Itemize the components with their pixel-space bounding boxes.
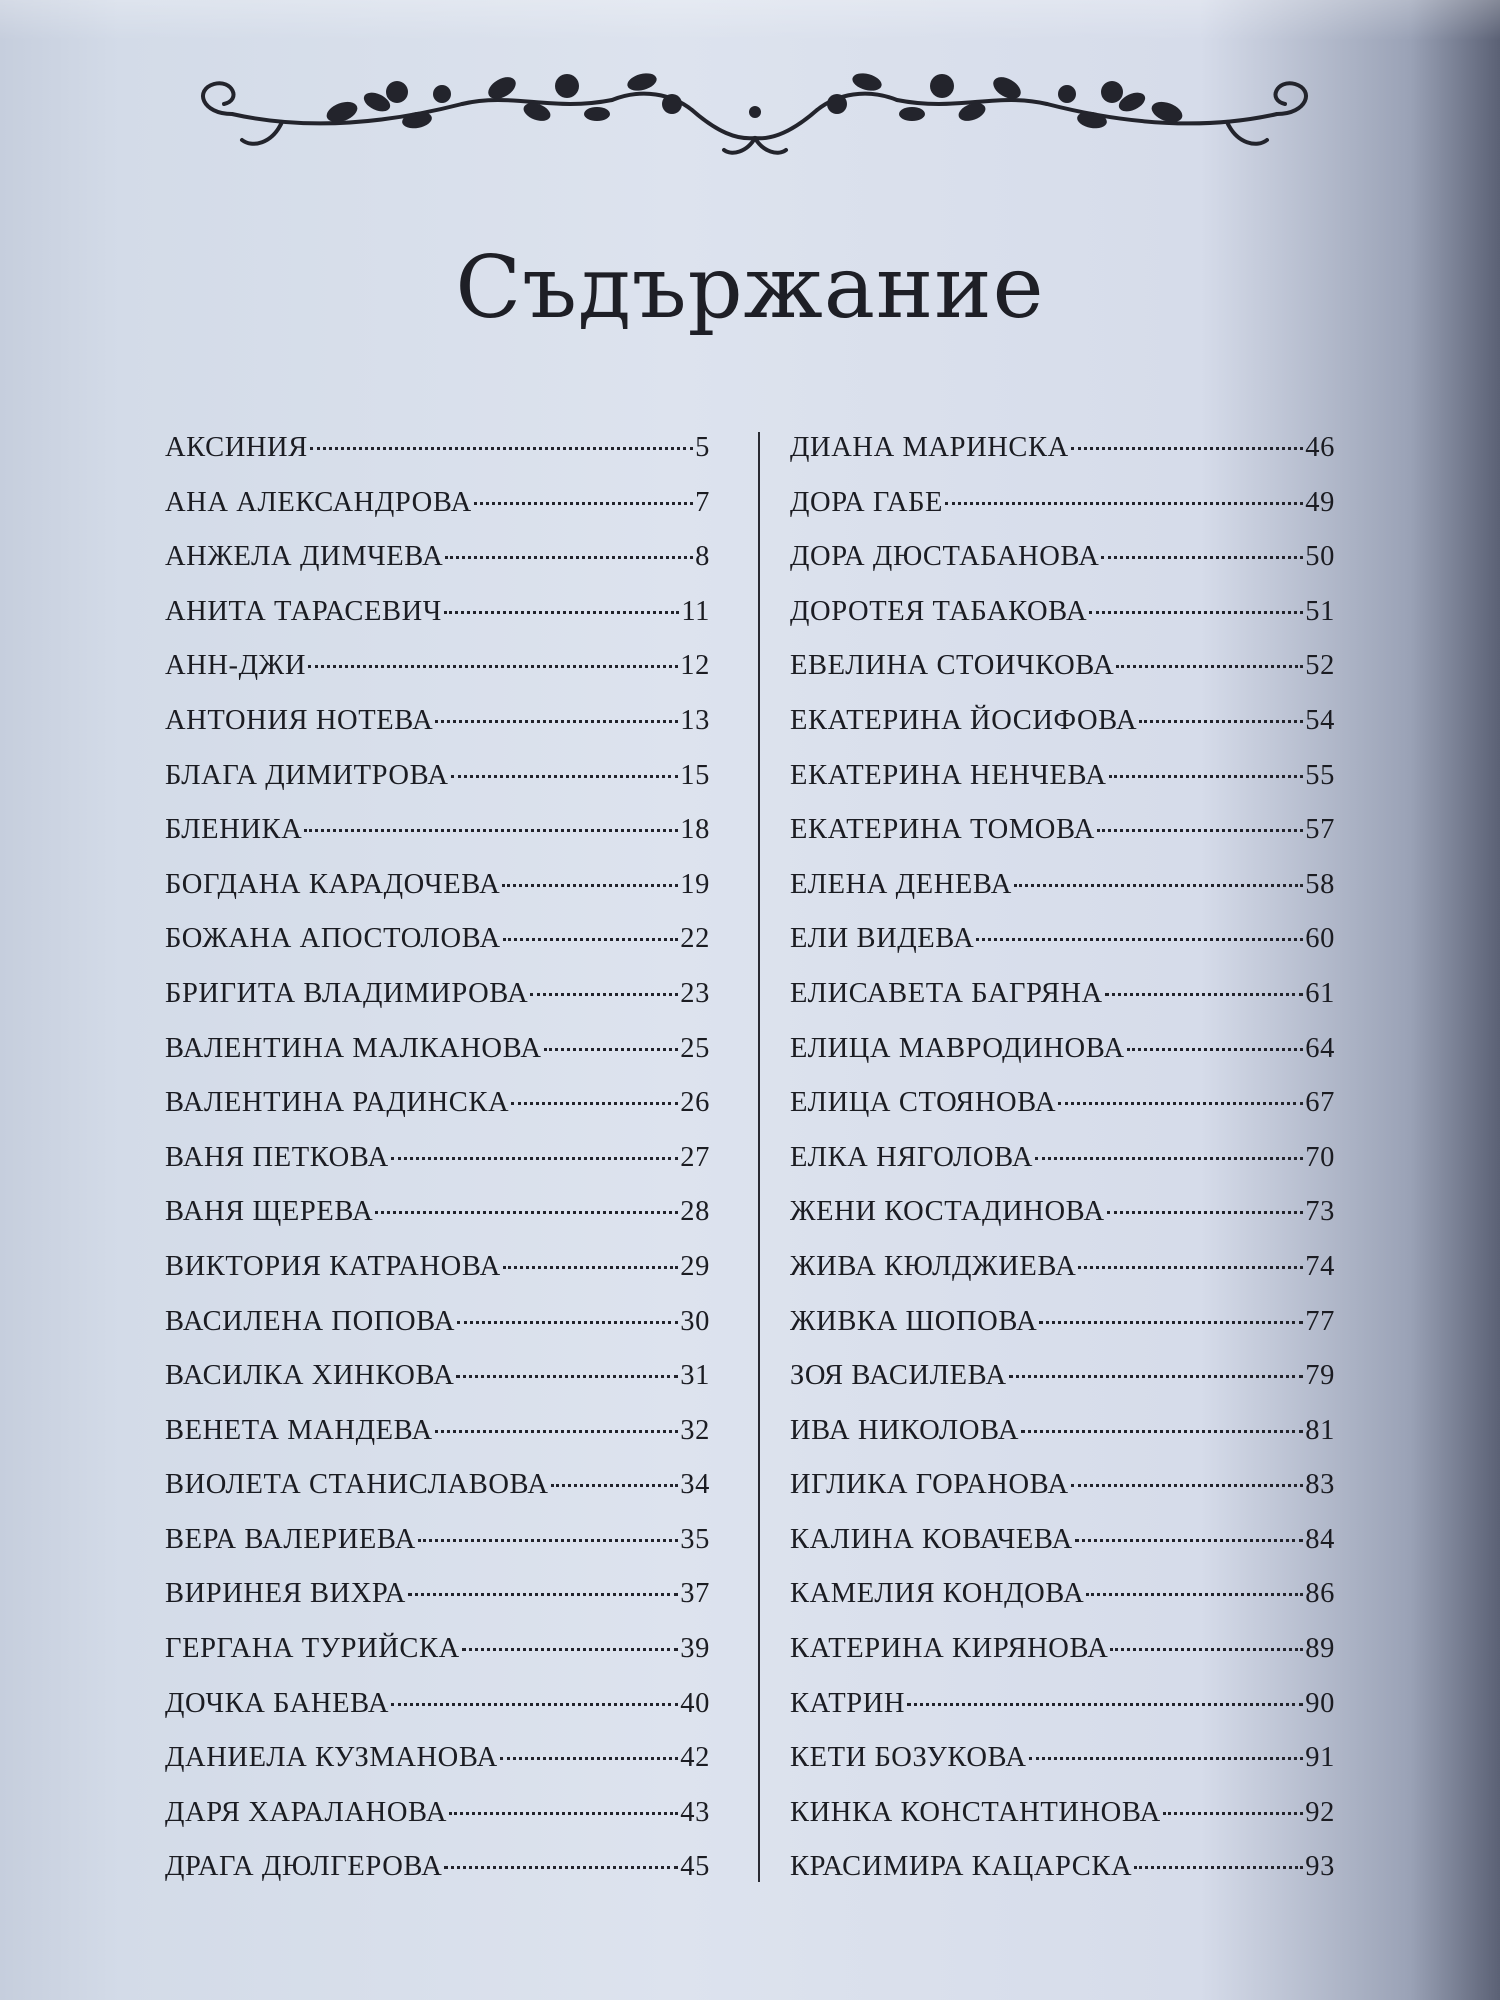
dot-leader xyxy=(500,1757,678,1760)
toc-entry-name: ДОРА ДЮСТАБАНОВА xyxy=(790,541,1100,573)
floral-vine-ornament xyxy=(172,52,1337,162)
toc-entry-name: ЗОЯ ВАСИЛЕВА xyxy=(790,1360,1007,1392)
toc-entry-name: ВИОЛЕТА СТАНИСЛАВОВА xyxy=(165,1469,549,1501)
dot-leader xyxy=(474,502,693,505)
toc-entry xyxy=(790,814,1335,869)
toc-entry-page-number: 86 xyxy=(1305,1578,1335,1610)
toc-entry-page-number: 39 xyxy=(680,1633,710,1665)
dot-leader xyxy=(1139,720,1303,723)
toc-entry xyxy=(165,432,710,487)
toc-entry-name: ВИРИНЕЯ ВИХРА xyxy=(165,1578,406,1610)
toc-entry-name: ДОРОТЕЯ ТАБАКОВА xyxy=(790,595,1088,627)
toc-entry-name: БОГДАНА КАРАДОЧЕВА xyxy=(165,868,501,900)
toc-entry-name: ВАЛЕНТИНА МАЛКАНОВА xyxy=(165,1032,542,1064)
toc-entry-page-number: 45 xyxy=(680,1851,710,1883)
toc-entry xyxy=(790,1415,1335,1470)
toc-entry xyxy=(790,705,1335,760)
toc-entry-name: ЕЛИ ВИДЕВА xyxy=(790,923,975,955)
toc-entry-name: ЕЛЕНА ДЕНЕВА xyxy=(790,868,1012,900)
dot-leader xyxy=(444,1866,678,1869)
toc-entry xyxy=(790,596,1335,651)
toc-entry-page-number: 64 xyxy=(1305,1032,1335,1064)
dot-leader xyxy=(1039,1321,1303,1324)
toc-entry xyxy=(165,1196,710,1251)
dot-leader xyxy=(308,665,678,668)
toc-entry-name: ЕВЕЛИНА СТОИЧКОВА xyxy=(790,650,1115,682)
dot-leader xyxy=(1105,993,1304,996)
toc-entry xyxy=(790,1469,1335,1524)
dot-leader xyxy=(1058,1102,1303,1105)
toc-entry-page-number: 54 xyxy=(1305,704,1335,736)
toc-entry-page-number: 89 xyxy=(1305,1633,1335,1665)
toc-entry-name: ДАРЯ ХАРАЛАНОВА xyxy=(165,1796,448,1828)
toc-right-column xyxy=(790,432,1335,1906)
toc-entry xyxy=(790,923,1335,978)
toc-entry xyxy=(790,760,1335,815)
toc-entry-name: ИВА НИКОЛОВА xyxy=(790,1414,1020,1446)
toc-entry xyxy=(165,1688,710,1743)
dot-leader xyxy=(1163,1812,1303,1815)
toc-entry-page-number: 35 xyxy=(680,1523,710,1555)
dot-leader xyxy=(503,1266,678,1269)
toc-entry-name: ЖИВА КЮЛДЖИЕВА xyxy=(790,1250,1077,1282)
toc-entry xyxy=(790,1196,1335,1251)
toc-entry xyxy=(165,1742,710,1797)
toc-entry-name: АНЖЕЛА ДИМЧЕВА xyxy=(165,541,444,573)
toc-entry-page-number: 40 xyxy=(680,1687,710,1719)
toc-entry-page-number: 50 xyxy=(1305,541,1335,573)
dot-leader xyxy=(310,447,693,450)
dot-leader xyxy=(1078,1266,1303,1269)
dot-leader xyxy=(1127,1048,1304,1051)
toc-entry-name: КЕТИ БОЗУКОВА xyxy=(790,1742,1027,1774)
toc-entry-name: ИГЛИКА ГОРАНОВА xyxy=(790,1469,1069,1501)
toc-entry xyxy=(165,978,710,1033)
toc-entry-page-number: 32 xyxy=(680,1414,710,1446)
toc-entry-name: КАЛИНА КОВАЧЕВА xyxy=(790,1523,1073,1555)
toc-entry xyxy=(790,1851,1335,1906)
toc-entry-page-number: 55 xyxy=(1305,759,1335,791)
toc-entry-name: КАТЕРИНА КИРЯНОВА xyxy=(790,1633,1109,1665)
dot-leader xyxy=(444,611,679,614)
dot-leader xyxy=(530,993,678,996)
toc-entry-name: ВЕРА ВАЛЕРИЕВА xyxy=(165,1523,416,1555)
toc-entry-page-number: 23 xyxy=(680,977,710,1009)
toc-entry xyxy=(165,1087,710,1142)
toc-entry xyxy=(165,1633,710,1688)
toc-entry-name: ЕКАТЕРИНА ЙОСИФОВА xyxy=(790,704,1138,736)
toc-entry xyxy=(165,869,710,924)
dot-leader xyxy=(462,1648,679,1651)
toc-entry-page-number: 19 xyxy=(680,868,710,900)
dot-leader xyxy=(375,1211,678,1214)
toc-entry-name: КАМЕЛИЯ КОНДОВА xyxy=(790,1578,1085,1610)
toc-entry xyxy=(790,1524,1335,1579)
dot-leader xyxy=(1097,829,1303,832)
dot-leader xyxy=(945,502,1303,505)
toc-entry xyxy=(165,541,710,596)
toc-entry xyxy=(790,1142,1335,1197)
toc-entry-name: ВИКТОРИЯ КАТРАНОВА xyxy=(165,1250,501,1282)
toc-entry-name: ЕЛИЦА МАВРОДИНОВА xyxy=(790,1032,1125,1064)
dot-leader xyxy=(435,720,678,723)
page-title: Съдържание xyxy=(455,238,1045,338)
toc-entry-name: КРАСИМИРА КАЦАРСКА xyxy=(790,1851,1133,1883)
toc-entry xyxy=(790,650,1335,705)
toc-entry xyxy=(165,1033,710,1088)
dot-leader xyxy=(445,556,693,559)
toc-entry xyxy=(165,1797,710,1852)
toc-entry xyxy=(165,1360,710,1415)
dot-leader xyxy=(1029,1757,1304,1760)
toc-entry-page-number: 74 xyxy=(1305,1250,1335,1282)
toc-entry-name: АНТОНИЯ НОТЕВА xyxy=(165,704,434,736)
toc-entry-page-number: 13 xyxy=(680,704,710,736)
toc-entry-page-number: 37 xyxy=(680,1578,710,1610)
toc-entry-page-number: 81 xyxy=(1305,1414,1335,1446)
toc-entry-page-number: 42 xyxy=(680,1742,710,1774)
toc-entry-page-number: 29 xyxy=(680,1250,710,1282)
toc-entry xyxy=(165,1469,710,1524)
toc-entry-page-number: 46 xyxy=(1305,432,1335,463)
toc-entry xyxy=(165,650,710,705)
toc-entry-name: БЛЕНИКА xyxy=(165,814,303,846)
toc-entry-page-number: 70 xyxy=(1305,1141,1335,1173)
page-top-highlight xyxy=(0,0,1500,40)
toc-entry-page-number: 27 xyxy=(680,1141,710,1173)
toc-entry-name: БЛАГА ДИМИТРОВА xyxy=(165,759,449,791)
toc-entry xyxy=(790,1688,1335,1743)
toc-entry-page-number: 8 xyxy=(695,541,710,573)
toc-entry-page-number: 28 xyxy=(680,1196,710,1228)
toc-entry-page-number: 77 xyxy=(1305,1305,1335,1337)
toc-entry xyxy=(165,1306,710,1361)
toc-entry-page-number: 84 xyxy=(1305,1523,1335,1555)
toc-entry xyxy=(165,1142,710,1197)
dot-leader xyxy=(451,775,679,778)
dot-leader xyxy=(1086,1593,1303,1596)
toc-entry-page-number: 52 xyxy=(1305,650,1335,682)
toc-entry-page-number: 15 xyxy=(680,759,710,791)
toc-entry-page-number: 57 xyxy=(1305,814,1335,846)
toc-entry-page-number: 12 xyxy=(680,650,710,682)
toc-entry xyxy=(790,1360,1335,1415)
dot-leader xyxy=(1107,1211,1304,1214)
dot-leader xyxy=(418,1539,678,1542)
toc-entry xyxy=(790,1306,1335,1361)
dot-leader xyxy=(449,1812,678,1815)
toc-entry xyxy=(165,814,710,869)
toc-entry-page-number: 11 xyxy=(681,595,710,627)
toc-entry-page-number: 73 xyxy=(1305,1196,1335,1228)
dot-leader xyxy=(1110,1648,1303,1651)
toc-entry xyxy=(790,1087,1335,1142)
toc-entry-name: КИНКА КОНСТАНТИНОВА xyxy=(790,1796,1161,1828)
toc-entry xyxy=(165,923,710,978)
toc-entry-name: АНИТА ТАРАСЕВИЧ xyxy=(165,595,442,627)
toc-entry-page-number: 5 xyxy=(695,432,710,463)
toc-entry xyxy=(165,1851,710,1906)
dot-leader xyxy=(1116,665,1303,668)
dot-leader xyxy=(1071,1484,1304,1487)
toc-entry xyxy=(790,487,1335,542)
toc-entry-page-number: 90 xyxy=(1305,1687,1335,1719)
toc-entry-name: АНА АЛЕКСАНДРОВА xyxy=(165,486,472,518)
dot-leader xyxy=(503,938,679,941)
dot-leader xyxy=(976,938,1303,941)
dot-leader xyxy=(304,829,678,832)
dot-leader xyxy=(1035,1157,1303,1160)
dot-leader xyxy=(1101,556,1303,559)
toc-entry xyxy=(790,978,1335,1033)
toc-entry-name: ВАНЯ ПЕТКОВА xyxy=(165,1141,389,1173)
toc-entry-name: БОЖАНА АПОСТОЛОВА xyxy=(165,923,501,955)
toc-entry-page-number: 49 xyxy=(1305,486,1335,518)
dot-leader xyxy=(435,1430,679,1433)
toc-entry-page-number: 30 xyxy=(680,1305,710,1337)
toc-entry xyxy=(790,541,1335,596)
toc-entry-name: ЕКАТЕРИНА ТОМОВА xyxy=(790,814,1095,846)
toc-entry-page-number: 60 xyxy=(1305,923,1335,955)
toc-entry-name: ВАНЯ ЩЕРЕВА xyxy=(165,1196,374,1228)
toc-entry xyxy=(165,760,710,815)
toc-entry-page-number: 67 xyxy=(1305,1087,1335,1119)
toc-entry-name: ЕЛКА НЯГОЛОВА xyxy=(790,1141,1034,1173)
dot-leader xyxy=(456,1375,678,1378)
dot-leader xyxy=(1071,447,1303,450)
toc-entry xyxy=(790,1633,1335,1688)
toc-entry-name: БРИГИТА ВЛАДИМИРОВА xyxy=(165,977,529,1009)
toc-entry-page-number: 22 xyxy=(680,923,710,955)
toc-entry xyxy=(165,596,710,651)
toc-entry-page-number: 34 xyxy=(680,1469,710,1501)
toc-entry-name: ДОРА ГАБЕ xyxy=(790,486,944,518)
toc-entry xyxy=(790,1742,1335,1797)
toc-entry xyxy=(165,1578,710,1633)
toc-entry-page-number: 79 xyxy=(1305,1360,1335,1392)
toc-entry-page-number: 31 xyxy=(680,1360,710,1392)
dot-leader xyxy=(391,1157,679,1160)
toc-entry-page-number: 61 xyxy=(1305,977,1335,1009)
toc-entry xyxy=(165,487,710,542)
dot-leader xyxy=(457,1321,678,1324)
toc-entry-page-number: 26 xyxy=(680,1087,710,1119)
toc-entry-name: АКСИНИЯ xyxy=(165,432,308,463)
toc-entry-page-number: 58 xyxy=(1305,868,1335,900)
toc-entry-page-number: 43 xyxy=(680,1796,710,1828)
toc-entry-page-number: 7 xyxy=(695,486,710,518)
toc-entry-name: ВАЛЕНТИНА РАДИНСКА xyxy=(165,1087,510,1119)
dot-leader xyxy=(1009,1375,1304,1378)
dot-leader xyxy=(907,1703,1303,1706)
toc-entry xyxy=(165,1524,710,1579)
toc-entry xyxy=(790,1033,1335,1088)
dot-leader xyxy=(1075,1539,1303,1542)
toc-entry xyxy=(790,869,1335,924)
toc-entry-name: ВАСИЛКА ХИНКОВА xyxy=(165,1360,455,1392)
toc-entry-page-number: 18 xyxy=(680,814,710,846)
toc-left-column xyxy=(165,432,710,1906)
toc-entry-name: ЖЕНИ КОСТАДИНОВА xyxy=(790,1196,1105,1228)
toc-entry-name: КАТРИН xyxy=(790,1687,906,1719)
toc-entry xyxy=(165,1415,710,1470)
dot-leader xyxy=(1014,884,1303,887)
toc-entry-name: ДОЧКА БАНЕВА xyxy=(165,1687,390,1719)
toc-entry-page-number: 91 xyxy=(1305,1742,1335,1774)
toc-entry-page-number: 51 xyxy=(1305,595,1335,627)
toc-entry-page-number: 83 xyxy=(1305,1469,1335,1501)
dot-leader xyxy=(1089,611,1303,614)
toc-entry-name: ЕЛИСАВЕТА БАГРЯНА xyxy=(790,977,1103,1009)
toc-entry-name: ЕЛИЦА СТОЯНОВА xyxy=(790,1087,1057,1119)
dot-leader xyxy=(408,1593,678,1596)
toc-entry xyxy=(165,1251,710,1306)
dot-leader xyxy=(511,1102,678,1105)
toc-entry-page-number: 93 xyxy=(1305,1851,1335,1883)
toc-entry xyxy=(790,1578,1335,1633)
column-divider xyxy=(758,432,760,1882)
dot-leader xyxy=(1021,1430,1303,1433)
dot-leader xyxy=(502,884,678,887)
toc-entry-name: АНН-ДЖИ xyxy=(165,650,306,682)
toc-entry-name: ДРАГА ДЮЛГЕРОВА xyxy=(165,1851,443,1883)
toc-entry-name: ЖИВКА ШОПОВА xyxy=(790,1305,1038,1337)
toc-entry-name: ДАНИЕЛА КУЗМАНОВА xyxy=(165,1742,498,1774)
toc-entry-page-number: 25 xyxy=(680,1032,710,1064)
toc-entry xyxy=(165,705,710,760)
dot-leader xyxy=(391,1703,678,1706)
toc-entry-name: ДИАНА МАРИНСКА xyxy=(790,432,1069,463)
dot-leader xyxy=(1134,1866,1303,1869)
dot-leader xyxy=(1109,775,1304,778)
toc-entry xyxy=(790,432,1335,487)
toc-entry-name: ВАСИЛЕНА ПОПОВА xyxy=(165,1305,456,1337)
toc-entry-name: ЕКАТЕРИНА НЕНЧЕВА xyxy=(790,759,1107,791)
toc-entry xyxy=(790,1251,1335,1306)
toc-entry xyxy=(790,1797,1335,1852)
dot-leader xyxy=(551,1484,679,1487)
dot-leader xyxy=(544,1048,679,1051)
toc-entry-page-number: 92 xyxy=(1305,1796,1335,1828)
toc-entry-name: ГЕРГАНА ТУРИЙСКА xyxy=(165,1633,460,1665)
toc-entry-name: ВЕНЕТА МАНДЕВА xyxy=(165,1414,433,1446)
